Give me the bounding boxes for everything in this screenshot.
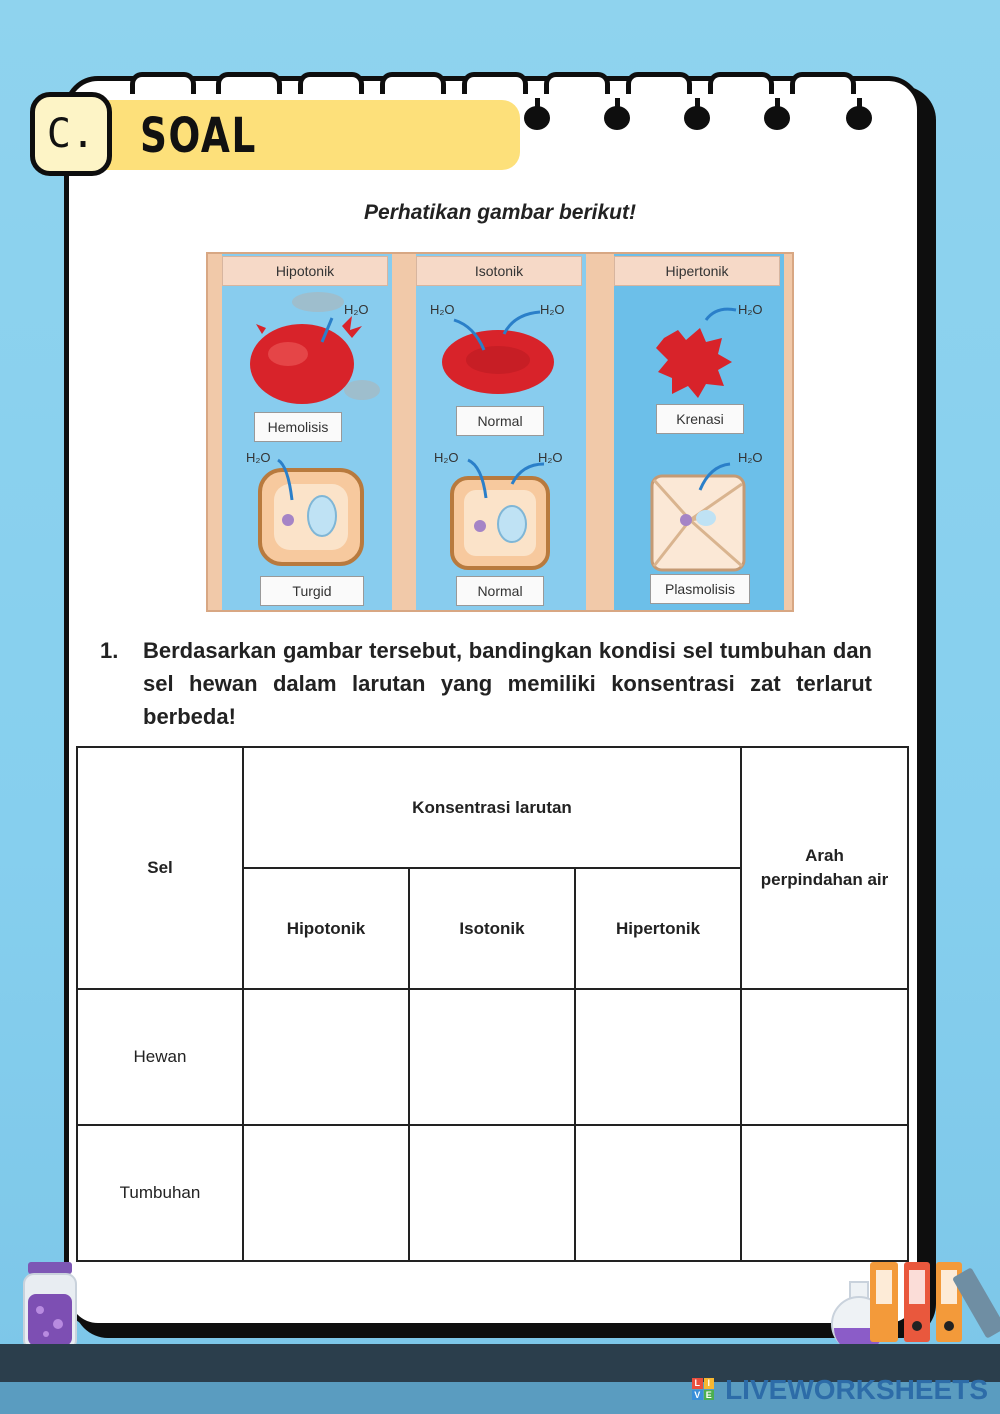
table-row	[77, 989, 908, 1125]
h2o-label: H₂O	[434, 450, 459, 465]
logo-letter: E	[704, 1390, 715, 1401]
h2o-label: H₂O	[738, 302, 763, 317]
answer-cell[interactable]	[243, 1125, 409, 1261]
table-row	[77, 1125, 908, 1261]
h2o-label: H₂O	[538, 450, 563, 465]
row-label: Hewan	[77, 989, 243, 1125]
binder-tab	[544, 72, 610, 94]
header-water-direction	[741, 747, 908, 989]
panel-header: Isotonik	[416, 256, 582, 286]
header-hipotonik: Hipotonik	[243, 868, 409, 989]
jar-icon	[20, 1258, 80, 1354]
h2o-label: H₂O	[738, 450, 763, 465]
answer-table	[76, 746, 909, 1262]
binder-tab	[380, 72, 446, 94]
question-text: Berdasarkan gambar tersebut, bandingkan kondisi sel tumbuhan dan sel hewan dalam larutan yang memiliki konsentrasi zat terlarut berbeda!	[143, 638, 872, 729]
h2o-label: H₂O	[246, 450, 271, 465]
animal-cell-label: Krenasi	[656, 404, 744, 434]
binder-ring-icon	[846, 98, 872, 128]
question-1	[100, 634, 872, 733]
answer-cell[interactable]	[575, 989, 741, 1125]
binder-tab	[130, 72, 196, 94]
header-concentration: Konsentrasi larutan	[243, 747, 741, 868]
answer-cell[interactable]	[409, 989, 575, 1125]
plant-cell-label: Normal	[456, 576, 544, 606]
logo-letter: V	[692, 1390, 703, 1401]
answer-cell[interactable]	[409, 1125, 575, 1261]
binder-tab	[708, 72, 774, 94]
binder-tab	[626, 72, 692, 94]
liveworksheets-logo-icon	[692, 1378, 714, 1400]
header-isotonik: Isotonik	[409, 868, 575, 989]
panel-header: Hipertonik	[614, 256, 780, 286]
header-hipertonik: Hipertonik	[575, 868, 741, 989]
answer-cell[interactable]	[741, 989, 908, 1125]
row-label: Tumbuhan	[77, 1125, 243, 1261]
animal-cell-label: Normal	[456, 406, 544, 436]
panel-hipotonik	[222, 254, 392, 610]
section-letter-badge: C.	[30, 92, 112, 176]
binder-tab	[790, 72, 856, 94]
header-water-direction-text: Arah perpindahan air	[760, 846, 889, 889]
logo-letter: L	[692, 1378, 703, 1389]
h2o-label: H₂O	[344, 302, 369, 317]
osmosis-figure	[206, 252, 794, 612]
binder-tab	[298, 72, 364, 94]
binder-ring-icon	[524, 98, 550, 128]
answer-cell[interactable]	[741, 1125, 908, 1261]
answer-cell[interactable]	[243, 989, 409, 1125]
plant-cell-label: Turgid	[260, 576, 364, 606]
logo-letter: I	[704, 1378, 715, 1389]
h2o-label: H₂O	[540, 302, 565, 317]
brand-name: LIVEWORKSHEETS	[725, 1374, 988, 1405]
binder-tab	[462, 72, 528, 94]
binder-ring-icon	[604, 98, 630, 128]
binder-ring-icon	[764, 98, 790, 128]
panel-isotonik	[416, 254, 586, 610]
panel-hipertonik	[614, 254, 784, 610]
binder-tab	[216, 72, 282, 94]
instruction-text: Perhatikan gambar berikut!	[364, 201, 636, 224]
binder-ring-icon	[684, 98, 710, 128]
panel-header: Hipotonik	[222, 256, 388, 286]
answer-cell[interactable]	[575, 1125, 741, 1261]
section-title: SOAL	[140, 108, 257, 164]
plant-cell-label: Plasmolisis	[650, 574, 750, 604]
binders-icon	[868, 1260, 1000, 1344]
question-number: 1.	[100, 638, 119, 663]
animal-cell-label: Hemolisis	[254, 412, 342, 442]
h2o-label: H₂O	[430, 302, 455, 317]
header-sel: Sel	[77, 747, 243, 989]
